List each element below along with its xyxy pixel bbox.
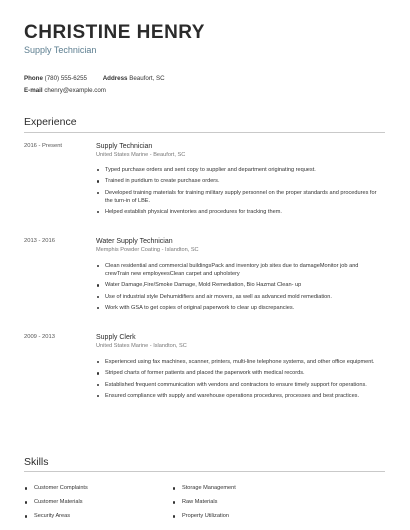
bullet-item <box>96 358 379 366</box>
skill-item <box>172 485 236 491</box>
job-bullets <box>96 262 379 315</box>
email-value: chenry@example.com <box>44 87 106 94</box>
job-company: United States Marine - Islandton, SC <box>96 343 187 349</box>
bullet-icon <box>97 307 99 309</box>
bullet-icon <box>97 372 99 374</box>
job-bullets <box>96 166 379 219</box>
bullet-item <box>96 262 379 278</box>
bullet-icon <box>173 515 175 517</box>
bullet-icon <box>97 284 99 286</box>
skill-text: Customer Materials <box>34 499 83 505</box>
skill-text: Storage Management <box>182 485 236 491</box>
bullet-text: Striped charts of former patients and placed the paperwork with medical records. <box>105 370 305 377</box>
bullet-text: Work with GSA to get copies of original paperwork to clear up discrepancies. <box>105 304 295 311</box>
address-value: Beaufort, SC <box>129 75 165 82</box>
bullet-text: Developed training materials for training military supply personnel on the proper standards and procedures for the turn-in of LBE. <box>105 189 377 204</box>
bullet-item <box>96 189 379 205</box>
contact-line-2 <box>24 87 106 94</box>
bullet-icon <box>97 265 99 267</box>
bullet-icon <box>97 296 99 298</box>
job-role: Supply Clerk <box>96 334 136 341</box>
skill-item <box>172 513 229 519</box>
bullet-item <box>96 369 379 377</box>
address-label: Address <box>102 75 128 82</box>
skill-text: Property Utilization <box>182 513 229 519</box>
bullet-icon <box>97 361 99 363</box>
bullet-text: Clean residential and commercial buildingsPack and inventory job sites due to damageMonitor job and crewTrain new employeesClean carpet and upholstery <box>105 263 359 277</box>
bullet-icon <box>97 180 99 182</box>
bullet-icon <box>173 501 175 503</box>
bullet-text: Trained in puridium to create purchase orders. <box>105 178 220 185</box>
bullet-icon <box>173 487 175 489</box>
job-date: 2016 - Present <box>24 143 63 149</box>
section-divider <box>24 471 385 472</box>
phone-value: (780) 555-6255 <box>44 75 87 82</box>
bullet-item <box>96 208 379 216</box>
bullet-text: Established frequent communication with vendors and contractors to ensure timely support for operations. <box>105 381 367 388</box>
bullet-text: Typed purchase orders and sent copy to supplier and department originating request. <box>105 167 316 173</box>
email-label: E-mail <box>24 87 43 94</box>
experience-heading: Experience <box>24 116 77 128</box>
bullet-text: Ensured compliance with supply and warehouse operations procedures, processes and best practices. <box>105 392 360 399</box>
bullet-icon <box>97 384 99 386</box>
bullet-icon <box>97 192 99 194</box>
job-title: Supply Technician <box>24 45 97 55</box>
bullet-text: Helped establish physical inventories and procedures for tracking them. <box>105 208 282 215</box>
bullet-item <box>96 304 379 312</box>
bullet-item <box>96 293 379 301</box>
phone-label: Phone <box>24 75 43 82</box>
skill-text: Raw Materials <box>182 499 218 505</box>
bullet-text: Use of industrial style Dehumidifiers and air movers, as well as advanced mold remediation. <box>105 293 332 300</box>
job-role: Supply Technician <box>96 143 153 150</box>
job-company: Memphis Powder Coating - Islandton, SC <box>96 247 199 253</box>
bullet-icon <box>97 211 99 213</box>
skill-item <box>24 485 88 491</box>
skills-heading: Skills <box>24 456 49 468</box>
section-divider <box>24 132 385 133</box>
bullet-text: Water Damage,Fire/Smoke Damage, Mold Remediation, Bio Hazmat Clean- up <box>105 282 302 289</box>
job-date: 2013 - 2016 <box>24 238 55 244</box>
job-date: 2009 - 2013 <box>24 334 55 340</box>
skill-item <box>24 499 83 505</box>
skill-text: Security Areas <box>34 513 71 519</box>
job-role: Water Supply Technician <box>96 238 173 245</box>
bullet-item <box>96 281 379 289</box>
skill-item <box>172 499 217 505</box>
contact-line-1 <box>24 75 165 82</box>
bullet-item <box>96 177 379 185</box>
candidate-name: CHRISTINE HENRY <box>24 22 205 43</box>
job-bullets <box>96 358 379 403</box>
bullet-item <box>96 166 379 174</box>
job-company: United States Marine - Beaufort, SC <box>96 152 186 158</box>
skill-item <box>24 513 70 519</box>
bullet-icon <box>25 501 27 503</box>
bullet-icon <box>25 487 27 489</box>
bullet-icon <box>97 395 99 397</box>
bullet-item <box>96 392 379 400</box>
bullet-icon <box>97 169 99 171</box>
bullet-text: Experienced using fax machines, scanner, printers, multi-line telephone systems, and other office equipment. <box>105 359 375 365</box>
skill-text: Customer Complaints <box>34 485 88 491</box>
bullet-item <box>96 381 379 389</box>
bullet-icon <box>25 515 27 517</box>
